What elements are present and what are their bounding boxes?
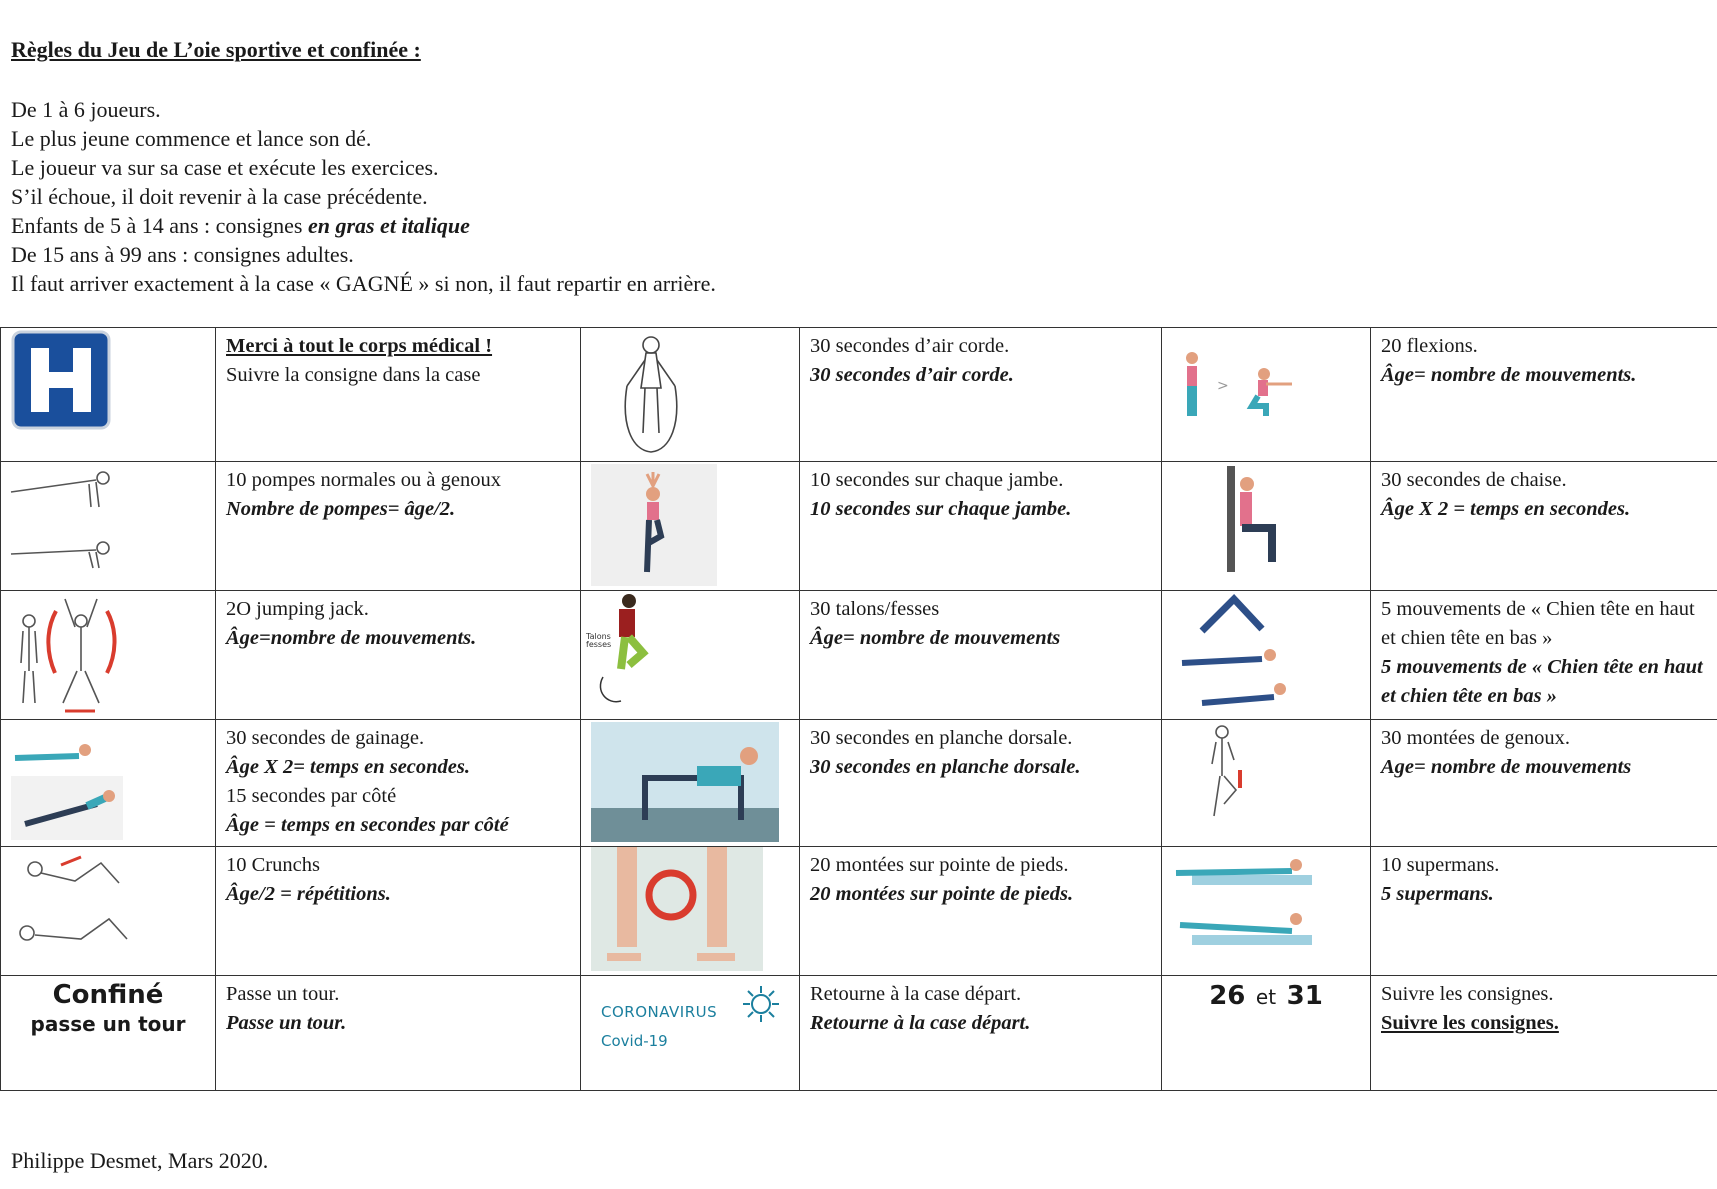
cell-kid-text: Age= nombre de mouvements [1381, 756, 1632, 778]
coronavirus-text: CORONAVIRUS [601, 1003, 718, 1021]
cell-adult-text: 30 montées de genoux. [1381, 727, 1571, 749]
high-knees-icon [1162, 720, 1371, 845]
cell-text [800, 976, 1162, 1091]
cell-adult-text: 30 secondes de gainage. [226, 727, 425, 749]
grid-row [1, 847, 1717, 976]
hospital-sign-icon [11, 330, 111, 430]
grid-row [1, 591, 1717, 720]
cell-image [1, 847, 216, 976]
cell-text [216, 847, 581, 976]
square-number-31: 31 [1286, 981, 1323, 1011]
cell-adult-text: 5 mouvements de « Chien tête en haut et chien tête en bas » [1381, 598, 1695, 649]
confine-label: Confiné [52, 980, 164, 1010]
reverse-plank-icon [581, 720, 800, 845]
cell-kid-text: 10 secondes sur chaque jambe. [810, 498, 1072, 520]
rule-kids-emphasis: en gras et italique [307, 213, 470, 238]
cell-kid-text: 5 supermans. [1381, 883, 1494, 905]
cell-kid-text: Âge= nombre de mouvements [810, 627, 1061, 649]
cell-text [800, 462, 1162, 591]
cell-adult-text: Merci à tout le corps médical ! [226, 335, 493, 357]
cell-adult-text: Suivre les consignes. [1381, 983, 1554, 1005]
cell-image [581, 720, 800, 847]
cell-image [581, 976, 800, 1091]
grid-row [1, 328, 1717, 462]
cell-kid-text-2: Âge = temps en secondes par côté [226, 814, 509, 836]
grid-row [1, 720, 1717, 847]
cell-kid-text: 20 montées sur pointe de pieds. [810, 883, 1074, 905]
butt-kick-label-2: fesses [586, 640, 612, 649]
cell-adult-text-2: Suivre la consigne dans la case [226, 364, 481, 386]
coronavirus-logo-icon [601, 984, 799, 1050]
rule-players: De 1 à 6 joueurs. [11, 97, 161, 122]
cell-kid-text: 5 mouvements de « Chien tête en haut et chien tête en bas » [1381, 656, 1703, 707]
cell-kid-text: Suivre les consignes. [1381, 1012, 1559, 1034]
svg-text:>: > [1217, 378, 1229, 394]
tree-pose-icon [581, 462, 800, 587]
superman-icon [1162, 847, 1371, 972]
cell-text [1371, 462, 1717, 591]
cell-kid-text: Nombre de pompes= âge/2. [226, 498, 456, 520]
cell-image [1162, 462, 1371, 591]
cell-image [1162, 720, 1371, 847]
rule-execute: Le joueur va sur sa case et exécute les exercices. [11, 155, 439, 180]
cell-adult-text: 10 pompes normales ou à genoux [226, 469, 501, 491]
cell-image [1, 720, 216, 847]
cell-adult-text: 20 flexions. [1381, 335, 1478, 357]
grid-row [1, 976, 1717, 1091]
cell-kid-text: 30 secondes d’air corde. [810, 364, 1014, 386]
butt-kick-icon [581, 591, 800, 716]
cell-image [1162, 976, 1371, 1091]
page-title: Règles du Jeu de L’oie sportive et confinée : [11, 37, 421, 62]
rules-list [11, 95, 716, 298]
cell-image [581, 847, 800, 976]
cell-adult-text-2: 15 secondes par côté [226, 785, 397, 807]
cell-text [216, 720, 581, 847]
crunch-icon [1, 847, 216, 972]
cell-text [800, 720, 1162, 847]
downward-dog-icon [1162, 591, 1371, 716]
rule-kids-prefix: Enfants de 5 à 14 ans : consignes [11, 213, 308, 238]
cell-image [1162, 847, 1371, 976]
pushup-icon [1, 462, 216, 587]
cell-kid-text: Âge X 2= temps en secondes. [226, 756, 470, 778]
cell-image [1, 591, 216, 720]
cell-text [1371, 591, 1717, 720]
cell-adult-text: 30 secondes d’air corde. [810, 335, 1010, 357]
cell-adult-text: 30 secondes en planche dorsale. [810, 727, 1073, 749]
cell-adult-text: 10 supermans. [1381, 854, 1500, 876]
cell-text [800, 328, 1162, 462]
cell-text [216, 328, 581, 462]
plank-icon [1, 720, 216, 845]
cell-image [1, 976, 216, 1091]
cell-kid-text: Âge=nombre de mouvements. [226, 627, 477, 649]
cell-image [1162, 328, 1371, 462]
cell-kid-text: Passe un tour. [226, 1012, 347, 1034]
and-text: et [1255, 985, 1277, 1009]
cell-adult-text: Passe un tour. [226, 983, 340, 1005]
cell-kid-text: Âge/2 = répétitions. [226, 883, 391, 905]
cell-image [581, 591, 800, 720]
cell-text [1371, 976, 1717, 1091]
cell-text [1371, 328, 1717, 462]
cell-kid-text: 30 secondes en planche dorsale. [810, 756, 1081, 778]
rule-adults: De 15 ans à 99 ans : consignes adultes. [11, 242, 354, 267]
cell-adult-text: 30 talons/fesses [810, 598, 940, 620]
rule-start: Le plus jeune commence et lance son dé. [11, 126, 372, 151]
cell-adult-text: 2O jumping jack. [226, 598, 369, 620]
rule-fail: S’il échoue, il doit revenir à la case précédente. [11, 184, 428, 209]
virus-icon [741, 984, 781, 1024]
butt-kick-label-1: Talons [586, 632, 611, 641]
cell-text [216, 462, 581, 591]
cell-adult-text: 10 secondes sur chaque jambe. [810, 469, 1064, 491]
cell-text [1371, 847, 1717, 976]
cell-kid-text: Retourne à la case départ. [810, 1012, 1031, 1034]
jump-rope-icon [581, 328, 800, 458]
grid-row [1, 462, 1717, 591]
cell-text [800, 591, 1162, 720]
cell-adult-text: Retourne à la case départ. [810, 983, 1022, 1005]
cell-text [1371, 720, 1717, 847]
passe-un-tour-label: passe un tour [30, 1012, 186, 1036]
squat-icon [1162, 328, 1371, 458]
cell-adult-text: 20 montées sur pointe de pieds. [810, 854, 1069, 876]
cell-image [581, 462, 800, 591]
square-numbers [1162, 982, 1370, 1012]
cell-image [1, 462, 216, 591]
wall-sit-icon [1162, 462, 1371, 587]
cell-kid-text: Âge X 2 = temps en secondes. [1381, 498, 1631, 520]
cell-kid-text: Âge= nombre de mouvements. [1381, 364, 1637, 386]
cell-adult-text: 30 secondes de chaise. [1381, 469, 1567, 491]
cell-image [581, 328, 800, 462]
cell-text [216, 976, 581, 1091]
rule-finish: Il faut arriver exactement à la case « GAGNÉ » si non, il faut repartir en arrière. [11, 271, 716, 296]
covid-19-text: Covid-19 [601, 1032, 668, 1050]
cell-text [216, 591, 581, 720]
jumping-jack-icon [1, 591, 216, 716]
footer-author: Philippe Desmet, Mars 2020. [11, 1148, 269, 1173]
cell-image [1162, 591, 1371, 720]
cell-image [1, 328, 216, 462]
square-number-26: 26 [1209, 981, 1246, 1011]
calf-raise-icon [581, 847, 800, 972]
rule-kids [11, 211, 716, 240]
cell-text [800, 847, 1162, 976]
cell-adult-text: 10 Crunchs [226, 854, 320, 876]
exercise-grid [0, 327, 1717, 1091]
